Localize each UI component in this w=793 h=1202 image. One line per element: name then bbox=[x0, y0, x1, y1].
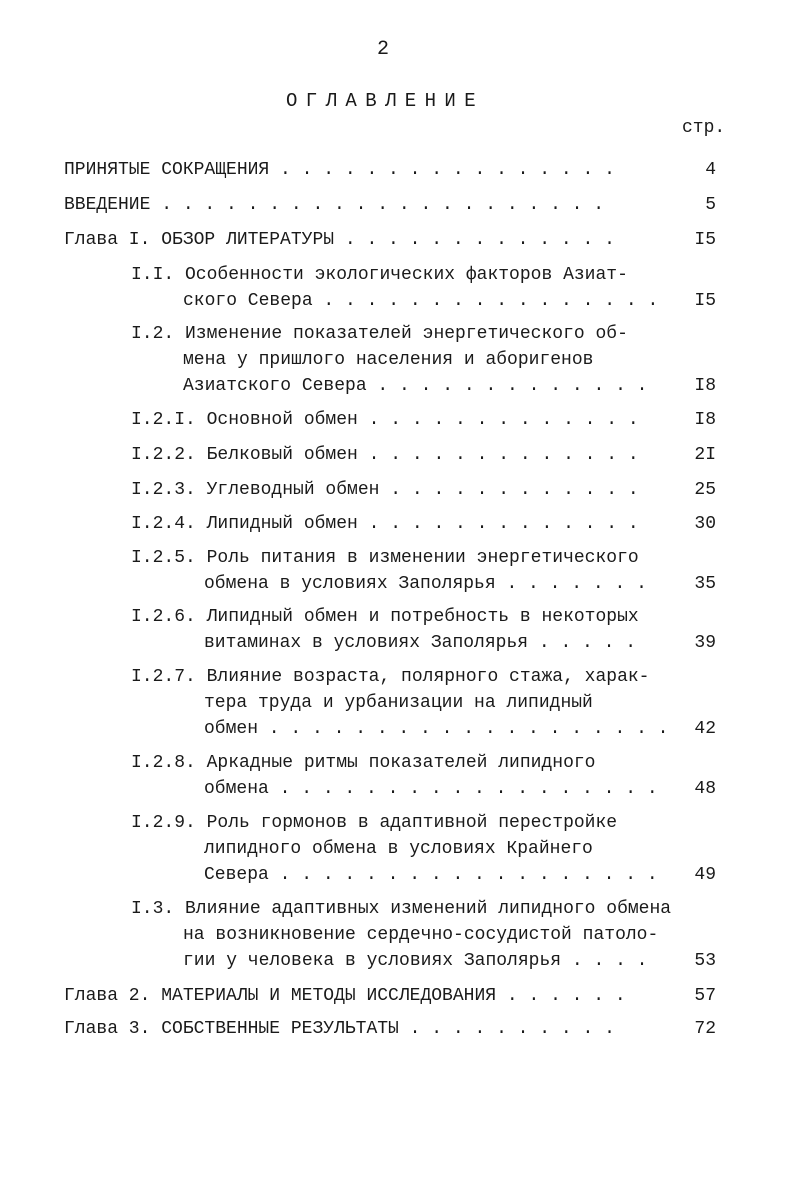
toc-page-number: 4 bbox=[705, 160, 716, 180]
toc-page-number: 2I bbox=[694, 445, 716, 465]
toc-entry-line: Глава I. ОБЗОР ЛИТЕРАТУРЫ . . . . . . . . . . . . . bbox=[64, 230, 615, 250]
toc-entry-line: обмена в условиях Заполярья . . . . . . . bbox=[204, 574, 647, 594]
toc-entry-line: мена у пришлого населения и аборигенов bbox=[183, 350, 594, 370]
toc-page-number: 48 bbox=[694, 779, 716, 799]
toc-entry-line: I.2.6. Липидный обмен и потребность в некоторых bbox=[131, 607, 639, 627]
page-column-label: стр. bbox=[682, 118, 726, 138]
toc-page-number: 49 bbox=[694, 865, 716, 885]
toc-page-number: I8 bbox=[694, 376, 716, 396]
toc-entry-line: обмен . . . . . . . . . . . . . . . . . . . bbox=[204, 719, 669, 739]
toc-page-number: I8 bbox=[694, 410, 716, 430]
toc-page-number: 53 bbox=[694, 951, 716, 971]
toc-page-number: 25 bbox=[694, 480, 716, 500]
toc-entry-line: гии у человека в условиях Заполярья . . . . bbox=[183, 951, 648, 971]
toc-entry-line: I.2.3. Углеводный обмен . . . . . . . . . . . . bbox=[131, 480, 639, 500]
toc-entry-line: I.2. Изменение показателей энергетического об- bbox=[131, 324, 628, 344]
page-number: 2 bbox=[377, 38, 390, 61]
page-title: ОГЛАВЛЕНИЕ bbox=[286, 90, 485, 112]
toc-entry-line: Глава 3. СОБСТВЕННЫЕ РЕЗУЛЬТАТЫ . . . . . . . . . . bbox=[64, 1019, 615, 1039]
toc-page-number: 39 bbox=[694, 633, 716, 653]
toc-entry-line: I.2.7. Влияние возраста, полярного стажа, харак- bbox=[131, 667, 650, 687]
toc-entry-line: Глава 2. МАТЕРИАЛЫ И МЕТОДЫ ИССЛЕДОВАНИЯ . . . . . . bbox=[64, 986, 626, 1006]
toc-entry-line: Азиатского Севера . . . . . . . . . . . . . bbox=[183, 376, 648, 396]
toc-entry-line: I.2.9. Роль гормонов в адаптивной перестройке bbox=[131, 813, 618, 833]
toc-entry-line: тера труда и урбанизации на липидный bbox=[204, 693, 593, 713]
toc-entry-line: ского Севера . . . . . . . . . . . . . . . . bbox=[183, 291, 659, 311]
toc-entry-line: I.2.I. Основной обмен . . . . . . . . . . . . . bbox=[131, 410, 639, 430]
toc-entry-line: I.I. Особенности экологических факторов Азиат- bbox=[131, 265, 628, 285]
toc-page-number: 30 bbox=[694, 514, 716, 534]
toc-entry-line: I.2.2. Белковый обмен . . . . . . . . . . . . . bbox=[131, 445, 639, 465]
toc-entry-line: липидного обмена в условиях Крайнего bbox=[204, 839, 593, 859]
toc-page-number: 42 bbox=[694, 719, 716, 739]
toc-entry-line: I.2.5. Роль питания в изменении энергетического bbox=[131, 548, 639, 568]
toc-page-number: 72 bbox=[694, 1019, 716, 1039]
toc-page-number: I5 bbox=[694, 291, 716, 311]
toc-entry-line: I.3. Влияние адаптивных изменений липидного обмена bbox=[131, 899, 672, 919]
toc-entry-line: I.2.4. Липидный обмен . . . . . . . . . . . . . bbox=[131, 514, 639, 534]
toc-page-number: 35 bbox=[694, 574, 716, 594]
toc-entry-line: ВВЕДЕНИЕ . . . . . . . . . . . . . . . . . . . . . bbox=[64, 195, 605, 215]
toc-entry-line: обмена . . . . . . . . . . . . . . . . . . bbox=[204, 779, 658, 799]
toc-entry-line: на возникновение сердечно-сосудистой патоло- bbox=[183, 925, 659, 945]
toc-page-number: 57 bbox=[694, 986, 716, 1006]
toc-page-number: 5 bbox=[705, 195, 716, 215]
toc-entry-line: I.2.8. Аркадные ритмы показателей липидного bbox=[131, 753, 596, 773]
toc-entry-line: Севера . . . . . . . . . . . . . . . . . . bbox=[204, 865, 658, 885]
toc-entry-line: витаминах в условиях Заполярья . . . . . bbox=[204, 633, 637, 653]
toc-entry-line: ПРИНЯТЫЕ СОКРАЩЕНИЯ . . . . . . . . . . . . . . . . bbox=[64, 160, 615, 180]
toc-page-number: I5 bbox=[694, 230, 716, 250]
